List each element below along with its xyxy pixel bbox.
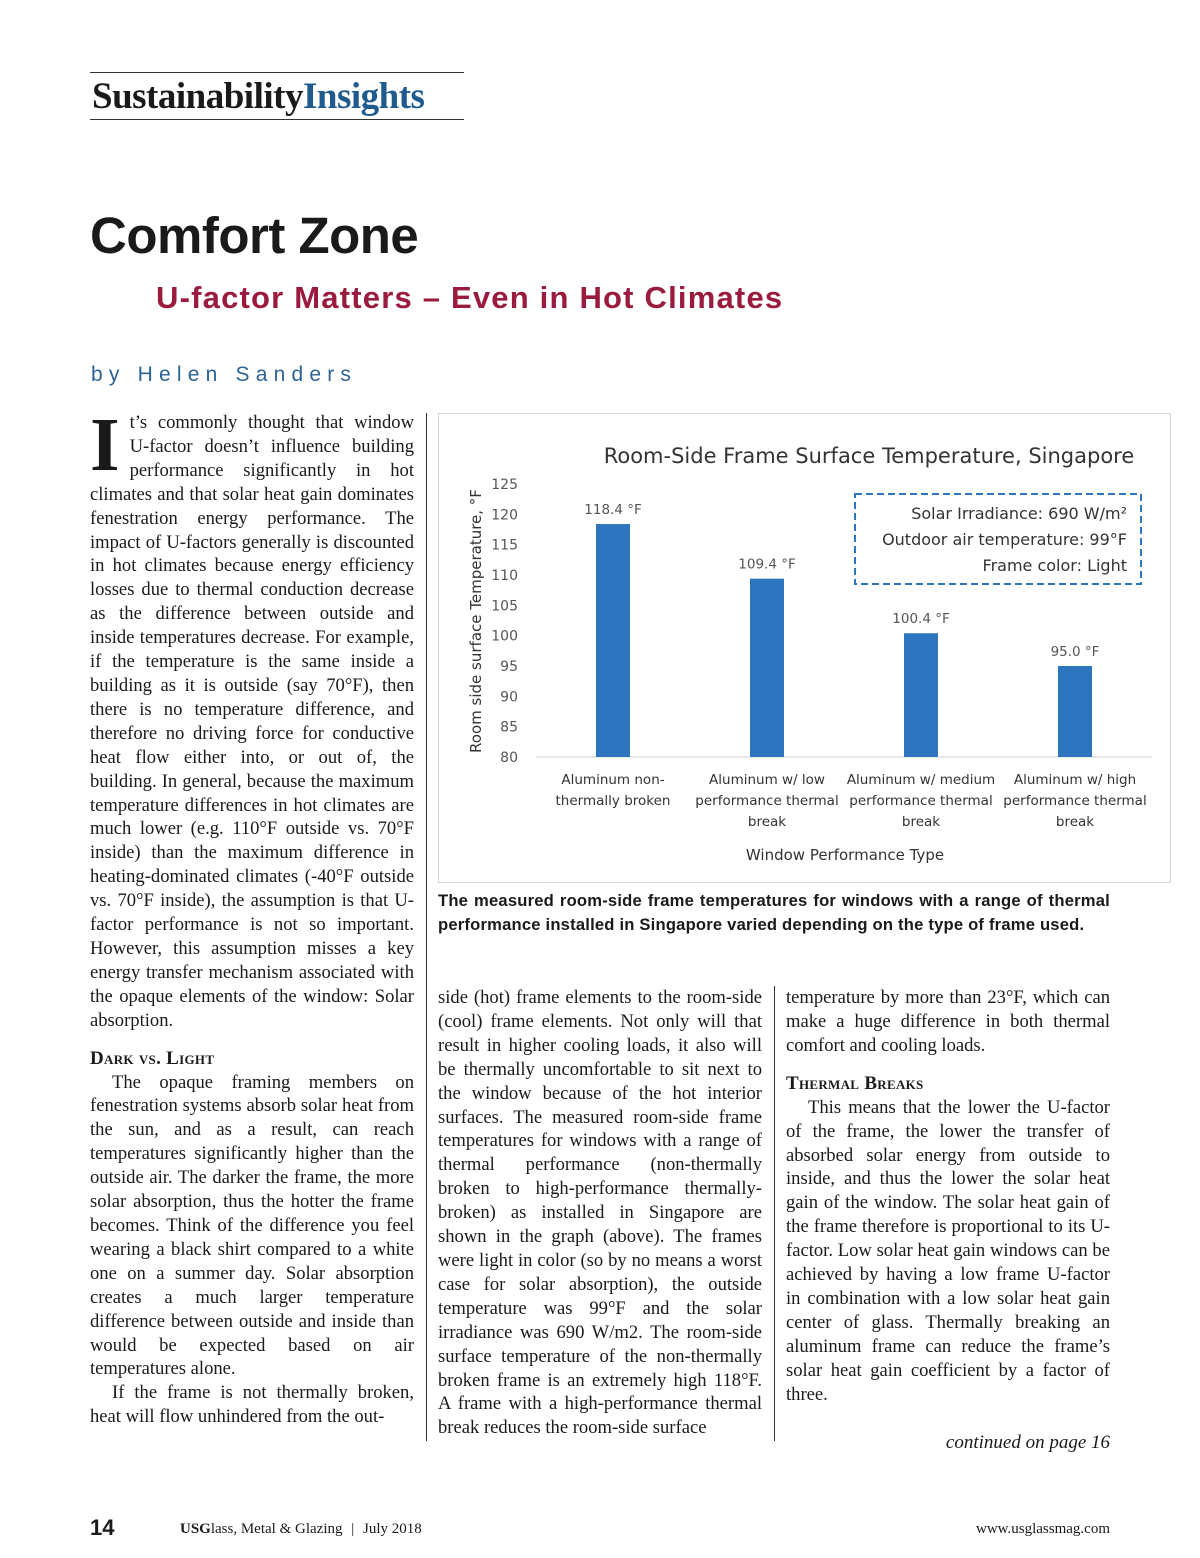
- y-tick-label: 125: [491, 477, 518, 493]
- paragraph: The opaque framing members on fenestration systems absorb solar heat from the sun, and as a result, can reach temperatures significantly higher than the outside air. The darker the frame, the more solar absorption, thus the hotter the frame becomes. Think of the difference you feel wearing a black shirt compared to a white one on a summer day. Solar absorption creates a much larger temperature difference between outside and inside than would be expected based on air temperatures alone.: [90, 1071, 414, 1380]
- annotation-line: Frame color: Light: [982, 556, 1127, 575]
- category-label: Aluminum w/ medium performance thermal break: [846, 772, 996, 830]
- annotation-line: Solar Irradiance: 690 W/m²: [911, 504, 1127, 523]
- text-column-2: [438, 986, 762, 1440]
- y-tick-label: 100: [491, 628, 518, 645]
- website-url: www.usglassmag.com: [975, 1521, 1110, 1537]
- section-name-part1: Sustainability: [92, 76, 303, 117]
- bar: [904, 633, 938, 757]
- column-divider: [774, 986, 775, 1441]
- data-label: 95.0 °F: [1050, 644, 1100, 660]
- bar: [750, 579, 784, 757]
- column-divider: [426, 413, 427, 1441]
- annotation-line: Outdoor air temperature: 99°F: [882, 530, 1127, 549]
- article-byline: by Helen Sanders: [91, 363, 358, 386]
- y-tick-label: 95: [500, 659, 518, 675]
- category-label: Aluminum w/ low performance thermal break: [695, 772, 839, 830]
- drop-cap: I: [90, 403, 120, 487]
- paragraph: temperature by more than 23°F, which can make a huge difference in both thermal comfort and cooling loads.: [786, 987, 1110, 1056]
- chart-title: Room-Side Frame Surface Temperature, Singapore: [603, 444, 1135, 468]
- publication-name: USGlass, Metal & Glazing | July 2018: [180, 1521, 422, 1537]
- page-number: 14: [90, 1515, 115, 1540]
- data-label: 100.4 °F: [892, 611, 950, 628]
- paragraph: This means that the lower the U-factor of the frame, the lower the transfer of absorbed solar energy from outside to inside, and thus the lower the solar heat gain of the window. The solar heat gain of the frame therefore is proportional to its U-factor. Low solar heat gain windows can be achieved by having a low frame U-factor in combination with a low solar heat gain center of glass. Thermally breaking an aluminum frame can reduce the frame’s solar heat gain coefficient by a factor of three.: [786, 1096, 1110, 1405]
- bar: [1058, 666, 1092, 757]
- paragraph: side (hot) frame elements to the room-side (cool) frame elements. Not only will that result in higher cooling loads, it also will be thermally uncomfortable to sit next to the window because of the hot interior surfaces. The measured room-side frame temperatures for windows with a range of thermal performance (non-thermally broken to high-performance thermally-broken) as installed in Singapore are shown in the graph (above). The frames were light in color (so by no means a worst case for solar absorption), the outside temperature was 99°F and the solar irradiance was 690 W/m2. The room-side surface temperature of the non-thermally broken frame is an extremely high 118°F. A frame with a high-performance thermal break reduces the room-side surface: [438, 987, 762, 1439]
- issue-date: July 2018: [363, 1521, 422, 1537]
- y-tick-label: 115: [491, 537, 518, 554]
- text-column-1: [90, 403, 414, 1429]
- section-name-part2: Insights: [302, 76, 425, 117]
- figure-caption: The measured room-side frame temperatures for windows with a range of thermal performance installed in Singapore varied depending on the type of frame used.: [438, 891, 1110, 935]
- data-labels: [584, 502, 1099, 660]
- paragraph: If the frame is not thermally broken, heat will flow unhindered from the out-: [90, 1382, 414, 1428]
- y-axis-ticks: [491, 477, 518, 766]
- y-tick-label: 120: [491, 507, 518, 524]
- y-tick-label: 85: [500, 719, 518, 736]
- y-tick-label: 110: [491, 568, 518, 584]
- category-label: Aluminum non-thermally broken: [555, 772, 671, 809]
- subheading-thermal-breaks: Thermal Breaks: [786, 1072, 924, 1094]
- article-headline: Comfort Zone: [90, 207, 419, 264]
- section-header: [90, 72, 464, 120]
- data-label: 109.4 °F: [738, 556, 796, 573]
- chart-x-axis-label: Window Performance Type: [745, 846, 945, 864]
- chart-y-axis-label: Room side surface Temperature, °F: [467, 489, 485, 753]
- y-tick-label: 90: [500, 689, 518, 706]
- continued-note: continued on page 16: [945, 1432, 1110, 1453]
- paragraph-intro: [90, 403, 414, 1033]
- bar-chart: [438, 413, 1171, 883]
- y-tick-label: 80: [500, 750, 518, 766]
- data-label: 118.4 °F: [584, 502, 642, 519]
- bar: [596, 524, 630, 757]
- subheading-dark-vs-light: Dark vs. Light: [90, 1047, 215, 1069]
- article-subheadline: U-factor Matters – Even in Hot Climates: [156, 280, 784, 315]
- category-label: Aluminum w/ high performance thermal break: [1003, 772, 1147, 830]
- y-tick-label: 105: [491, 598, 518, 615]
- chart-svg: [439, 414, 1172, 884]
- intro-text: t’s commonly thought that window U-factor doesn’t influence building performance significantly in hot climates and that solar heat gain dominates fenestration energy performance. The impact of U-factors generally is discounted in hot climates because energy efficiency losses due to thermal conduction decrease as the difference between outside and inside temperatures decrease. For example, if the temperature is the same inside a building as it is outside (say 70°F), then there is no temperature difference, and therefore no driving force for conductive heat flow either into, or out of, the building. In general, because the maximum temperature differences in hot climates are much lower (e.g. 110°F outside vs. 70°F inside) than the maximum difference in heating-dominated climates (-40°F outside vs. 70°F inside), the assumption is that U-factor performance is not so important. However, this assumption misses a key energy transfer mechanism associated with the opaque elements of the window: Solar absorption.: [90, 412, 414, 1031]
- x-axis-category-labels: [556, 772, 1147, 830]
- text-column-3: [786, 986, 1110, 1407]
- annotation-text: [882, 504, 1127, 575]
